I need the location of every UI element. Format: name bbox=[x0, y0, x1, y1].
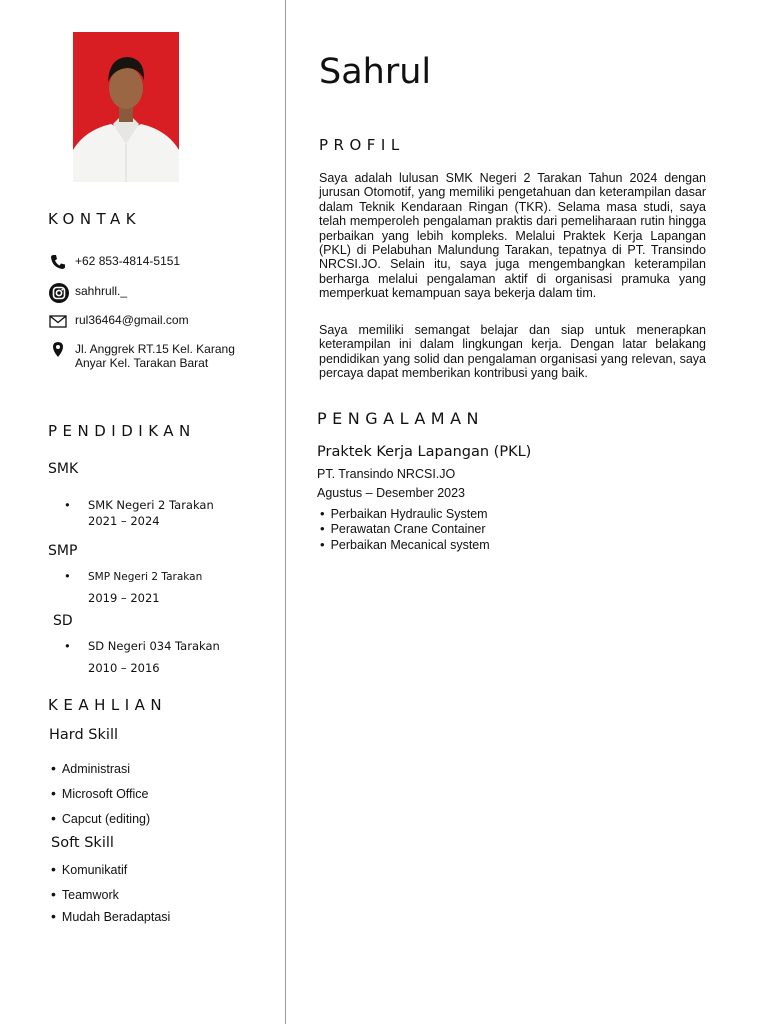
instagram-icon bbox=[48, 282, 68, 302]
school-name: SMK Negeri 2 Tarakan bbox=[88, 498, 214, 512]
contact-phone bbox=[48, 252, 180, 272]
experience-section-title: PENGALAMAN bbox=[317, 409, 485, 428]
school-years: 2010 – 2016 bbox=[88, 661, 160, 675]
job-company: PT. Transindo NRCSI.JO bbox=[317, 467, 456, 481]
education-section-title: PENDIDIKAN bbox=[48, 422, 196, 440]
soft-skill-item: • Teamwork bbox=[51, 886, 119, 902]
phone-icon bbox=[48, 252, 68, 272]
person-name: Sahrul bbox=[319, 52, 432, 92]
address-text: Jl. Anggrek RT.15 Kel. Karang Anyar Kel. Tarakan Barat bbox=[75, 342, 235, 370]
hard-skill-title: Hard Skill bbox=[49, 727, 118, 743]
hard-skill-item: • Microsoft Office bbox=[51, 785, 149, 801]
column-divider bbox=[285, 0, 286, 1024]
contact-section-title: KONTAK bbox=[48, 210, 142, 228]
profile-section-title: PROFIL bbox=[319, 136, 405, 154]
profile-photo bbox=[73, 32, 179, 182]
soft-skill-title: Soft Skill bbox=[51, 835, 114, 851]
school-name: SMP Negeri 2 Tarakan bbox=[88, 571, 203, 583]
profile-paragraph: Saya memiliki semangat belajar dan siap untuk menerapkan keterampilan ini dalam lingkungan kerja. Dengan latar belakang pendidikan yang solid dan pengalaman organisasi yang relevan, saya percaya dapat memberikan kontribusi yang baik. bbox=[319, 323, 706, 381]
profile-paragraph: Saya adalah lulusan SMK Negeri 2 Tarakan Tahun 2024 dengan jurusan Otomotif, yang memiliki pengetahuan dan keterampilan dasar dalam Teknik Kendaraan Ringan (TKR). Selama masa studi, saya telah memperoleh pengalaman praktis dari pemeliharaan rutin hingga perbaikan yang lebih kompleks. Melalui Praktek Kerja Lapangan (PKL) di Pelabuhan Malundung Tarakan, tepatnya di PT. Transindo NRCSI.JO. Selain itu, saya juga mengembangkan keterampilan berharga melalui pengalaman aktif di organisasi pramuka yang memperkuat kemampuan saya bekerja dalam tim. bbox=[319, 171, 706, 301]
phone-number: +62 853-4814-5151 bbox=[75, 254, 181, 268]
school-years: 2019 – 2021 bbox=[88, 591, 160, 605]
school-years: 2021 – 2024 bbox=[88, 514, 160, 528]
job-task: • Perbaikan Hydraulic System bbox=[320, 506, 488, 521]
soft-skill-item: • Mudah Beradaptasi bbox=[51, 908, 171, 924]
location-pin-icon bbox=[48, 340, 68, 360]
email-address: rul36464@gmail.com bbox=[75, 313, 189, 327]
education-level-sd: SD bbox=[53, 613, 73, 629]
soft-skill-item: • Komunikatif bbox=[51, 861, 128, 877]
school-name: SD Negeri 034 Tarakan bbox=[88, 639, 220, 653]
contact-address bbox=[48, 340, 250, 370]
instagram-handle: sahhrull._ bbox=[75, 284, 128, 298]
education-level-smp: SMP bbox=[48, 543, 78, 559]
job-task: • Perawatan Crane Container bbox=[320, 521, 486, 536]
education-level-smk: SMK bbox=[48, 461, 79, 477]
contact-instagram bbox=[48, 282, 127, 302]
skills-section-title: KEAHLIAN bbox=[48, 696, 168, 714]
job-task: • Perbaikan Mecanical system bbox=[320, 537, 490, 552]
job-period: Agustus – Desember 2023 bbox=[317, 486, 466, 500]
hard-skill-item: • Capcut (editing) bbox=[51, 810, 151, 826]
hard-skill-item: • Administrasi bbox=[51, 760, 130, 776]
job-title: Praktek Kerja Lapangan (PKL) bbox=[317, 444, 532, 460]
contact-email bbox=[48, 311, 189, 331]
mail-icon bbox=[48, 311, 68, 331]
